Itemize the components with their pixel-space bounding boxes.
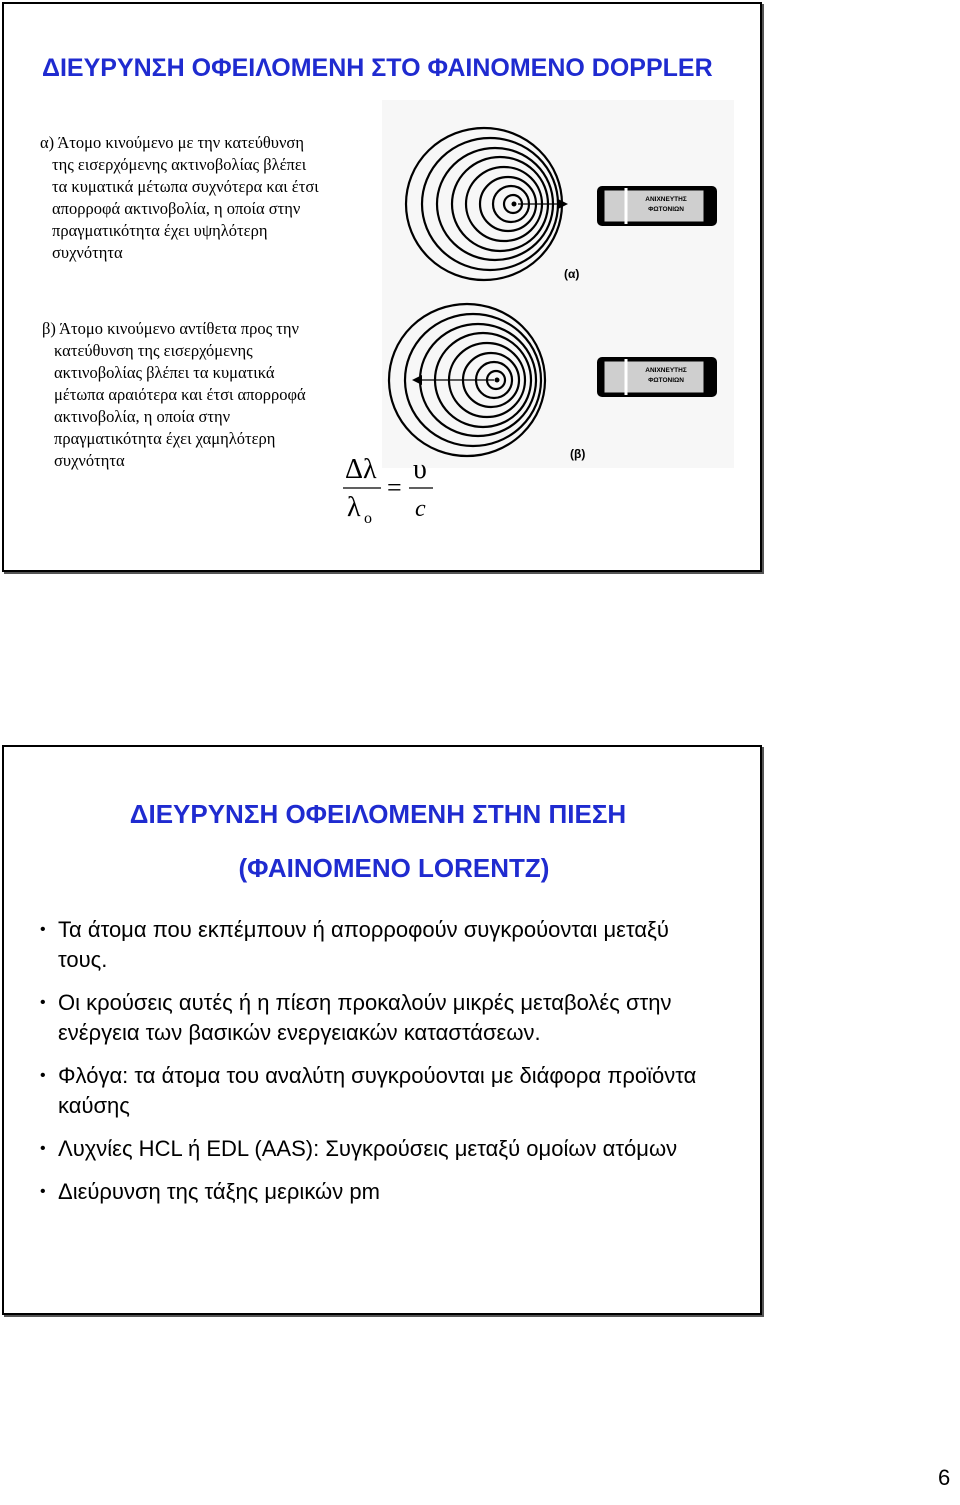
- atom-dot-a: [512, 202, 517, 207]
- paragraph-case-b: [42, 318, 306, 472]
- paragraph-line: κατεύθυνση της εισερχόμενης: [54, 341, 253, 360]
- detector-label-b1: ΑΝΙΧΝΕΥΤΗΣ: [645, 367, 687, 374]
- bullet-item: [34, 1061, 718, 1121]
- caption-b: (β): [570, 447, 586, 461]
- bullet-text: Οι κρούσεις αυτές ή η πίεση προκαλούν μικρές μεταβολές στην ενέργεια των βασικών ενεργειακών καταστάσεων.: [58, 990, 672, 1045]
- bullet-text: Λυχνίες HCL ή EDL (AAS): Συγκρούσεις μεταξύ ομοίων ατόμων: [58, 1136, 678, 1161]
- bullet-dot: •: [40, 1140, 46, 1157]
- doppler-figure: [382, 100, 738, 480]
- doppler-formula: [329, 444, 439, 534]
- bullet-item: [34, 988, 718, 1048]
- bullet-list: [34, 915, 718, 1220]
- bullet-text: Διεύρυνση της τάξης μερικών pm: [58, 1179, 380, 1204]
- bullet-dot: •: [40, 1183, 46, 1200]
- detector-a: [597, 186, 717, 226]
- paragraph-line: συχνότητα: [52, 243, 123, 262]
- paragraph-case-a: [40, 132, 319, 264]
- paragraph-line: της εισερχόμενης ακτινοβολίας βλέπει: [52, 155, 307, 174]
- slide-title-doppler: ΔΙΕΥΡΥΝΣΗ ΟΦΕΙΛΟΜΕΝΗ ΣΤΟ ΦΑΙΝΟΜΕΝΟ DOPPLER: [42, 54, 713, 82]
- paragraph-line: συχνότητα: [54, 451, 125, 470]
- detector-b: [597, 357, 717, 397]
- formula-lhs-numerator: Δλ: [345, 454, 377, 485]
- page-number: 6: [938, 1465, 951, 1490]
- formula-rhs-numerator: υ: [413, 454, 427, 485]
- atom-dot-b: [495, 378, 500, 383]
- bullet-text: Φλόγα: τα άτομα του αναλύτη συγκρούονται με διάφορα προϊόντα καύσης: [58, 1063, 697, 1118]
- paragraph-line: πραγματικότητα έχει χαμηλότερη: [54, 429, 276, 448]
- detector-label-a2: ΦΩΤΟΝΙΩΝ: [648, 206, 684, 213]
- bullet-dot: •: [40, 921, 46, 938]
- paragraph-line: α) Άτομο κινούμενο με την κατεύθυνση: [40, 133, 304, 152]
- slide-subtitle-lorentz: (ΦΑΙΝΟΜΕΝΟ LORENTZ): [238, 853, 550, 883]
- paragraph-line: απορροφά ακτινοβολία, η οποία στην: [52, 199, 301, 218]
- bullet-text: Τα άτομα που εκπέμπουν ή απορροφούν συγκρούονται μεταξύ τους.: [58, 917, 669, 972]
- formula-equals: =: [387, 473, 402, 502]
- bullet-item: [34, 1134, 718, 1164]
- formula-lhs-subscript: o: [364, 510, 372, 527]
- bullet-item: [34, 915, 718, 975]
- slide-doppler: [2, 2, 762, 572]
- figure-background: [382, 100, 734, 468]
- bullet-dot: •: [40, 994, 46, 1011]
- paragraph-line: μέτωπα αραιότερα και έτσι απορροφά: [54, 385, 306, 404]
- formula-lhs-denominator: λ: [347, 492, 361, 523]
- paragraph-line: πραγματικότητα έχει υψηλότερη: [52, 221, 268, 240]
- formula-rhs-denominator: c: [415, 496, 426, 522]
- caption-a: (α): [564, 267, 580, 281]
- slide-lorentz: [2, 745, 762, 1315]
- paragraph-line: β) Άτομο κινούμενο αντίθετα προς την: [42, 319, 299, 338]
- detector-label-a1: ΑΝΙΧΝΕΥΤΗΣ: [645, 196, 687, 203]
- bullet-dot: •: [40, 1067, 46, 1084]
- paragraph-line: ακτινοβολία, η οποία στην: [54, 407, 231, 426]
- paragraph-line: ακτινοβολίας βλέπει τα κυματικά: [54, 363, 275, 382]
- paragraph-line: τα κυματικά μέτωπα συχνότερα και έτσι: [52, 177, 319, 196]
- bullet-item: [34, 1177, 718, 1207]
- detector-label-b2: ΦΩΤΟΝΙΩΝ: [648, 377, 684, 384]
- slide-title-pressure: ΔΙΕΥΡΥΝΣΗ ΟΦΕΙΛΟΜΕΝΗ ΣΤΗΝ ΠΙΕΣΗ: [129, 799, 627, 829]
